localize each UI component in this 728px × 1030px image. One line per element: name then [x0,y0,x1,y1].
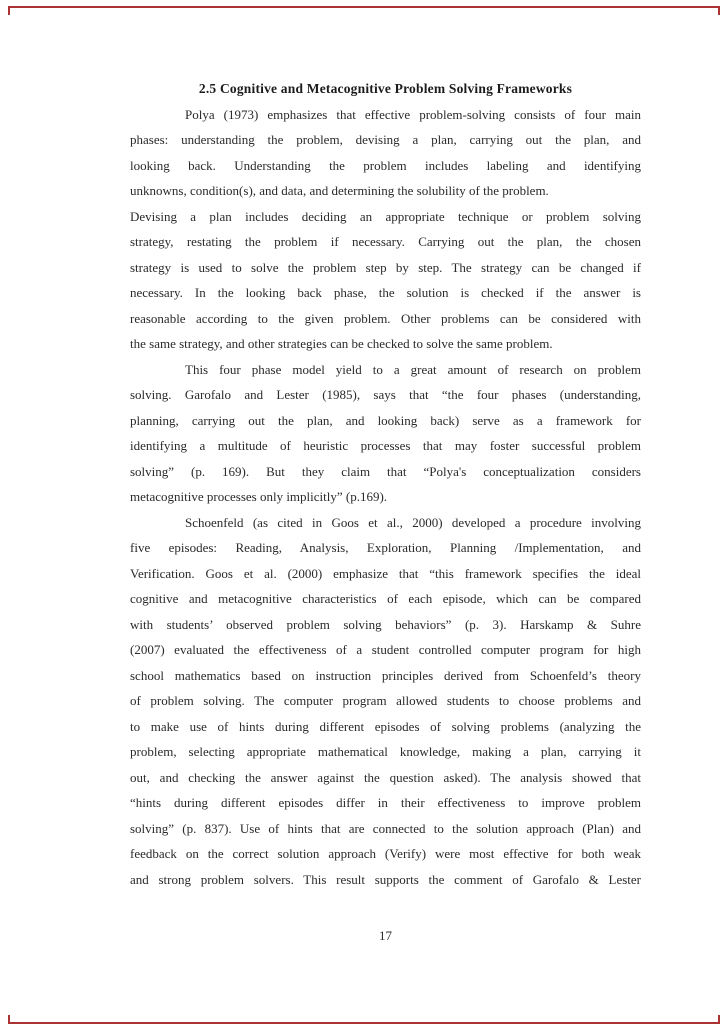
text-line: unknowns, condition(s), and data, and determining the solubility of the problem. [130,183,549,198]
text-line: solving. Garofalo and Lester (1985), says that “the four phases (understanding, [130,387,641,402]
text-line: “hints during different episodes differ in their effectiveness to improve problem [130,795,641,810]
text-line: phases: understanding the problem, devising a plan, carrying out the plan, and [130,132,641,147]
section-heading: 2.5 Cognitive and Metacognitive Problem Solving Frameworks [198,81,573,96]
text-line: Polya (1973) emphasizes that effective problem-solving consists of four main [185,106,641,122]
text-line: to make use of hints during different episodes of solving problems (analyzing the [130,718,641,734]
text-line: metacognitive processes only implicitly” (p.169). [130,489,388,504]
text-line: strategy, restating the problem if necessary. Carrying out the plan, the chosen [130,234,641,249]
text-line: solving” (p. 169). But they claim that “Polya's conceptualization considers [130,463,641,479]
page-frame-bottom [8,1015,720,1024]
text-line: with students’ observed problem solving behaviors” (p. 3). Harskamp & Suhre [130,616,641,632]
text-line: and strong problem solvers. This result supports the comment of Garofalo & Lester [130,871,641,887]
text-line: of problem solving. The computer program allowed students to choose problems and [130,693,641,708]
text-line: Schoenfeld (as cited in Goos et al., 2000) developed a procedure involving [185,514,641,530]
page-frame-top [8,6,720,15]
text-line: five episodes: Reading, Analysis, Exploration, Planning /Implementation, and [130,540,641,555]
text-line: feedback on the correct solution approach (Verify) were most effective for both weak [130,846,641,861]
text-line: reasonable according to the given problem. Other problems can be considered with [130,310,641,326]
document-page-body [130,76,641,949]
text-line: (2007) evaluated the effectiveness of a student controlled computer program for high [130,642,641,657]
text-line: out, and checking the answer against the question asked). The analysis showed that [130,769,641,785]
text-line: strategy is used to solve the problem step by step. The strategy can be changed if [130,259,641,275]
page-number: 17 [379,928,392,943]
text-line: looking back. Understanding the problem includes labeling and identifying [130,157,641,173]
text-line: solving” (p. 837). Use of hints that are connected to the solution approach (Plan) and [130,820,641,836]
text-line: identifying a multitude of heuristic processes that may foster successful problem [130,438,641,453]
text-line: planning, carrying out the plan, and looking back) serve as a framework for [130,412,641,428]
text-line: Devising a plan includes deciding an appropriate technique or problem solving [130,208,641,224]
text-line: necessary. In the looking back phase, the solution is checked if the answer is [130,285,641,300]
text-line: This four phase model yield to a great amount of research on problem [185,361,641,377]
text-line: school mathematics based on instruction principles derived from Schoenfeld’s theory [130,667,641,683]
text-line: the same strategy, and other strategies can be checked to solve the same problem. [130,336,553,351]
text-line: cognitive and metacognitive characteristics of each episode, which can be compared [130,591,641,606]
text-line: problem, selecting appropriate mathematical knowledge, making a plan, carrying it [130,744,641,759]
text-line: Verification. Goos et al. (2000) emphasize that “this framework specifies the ideal [130,565,641,581]
